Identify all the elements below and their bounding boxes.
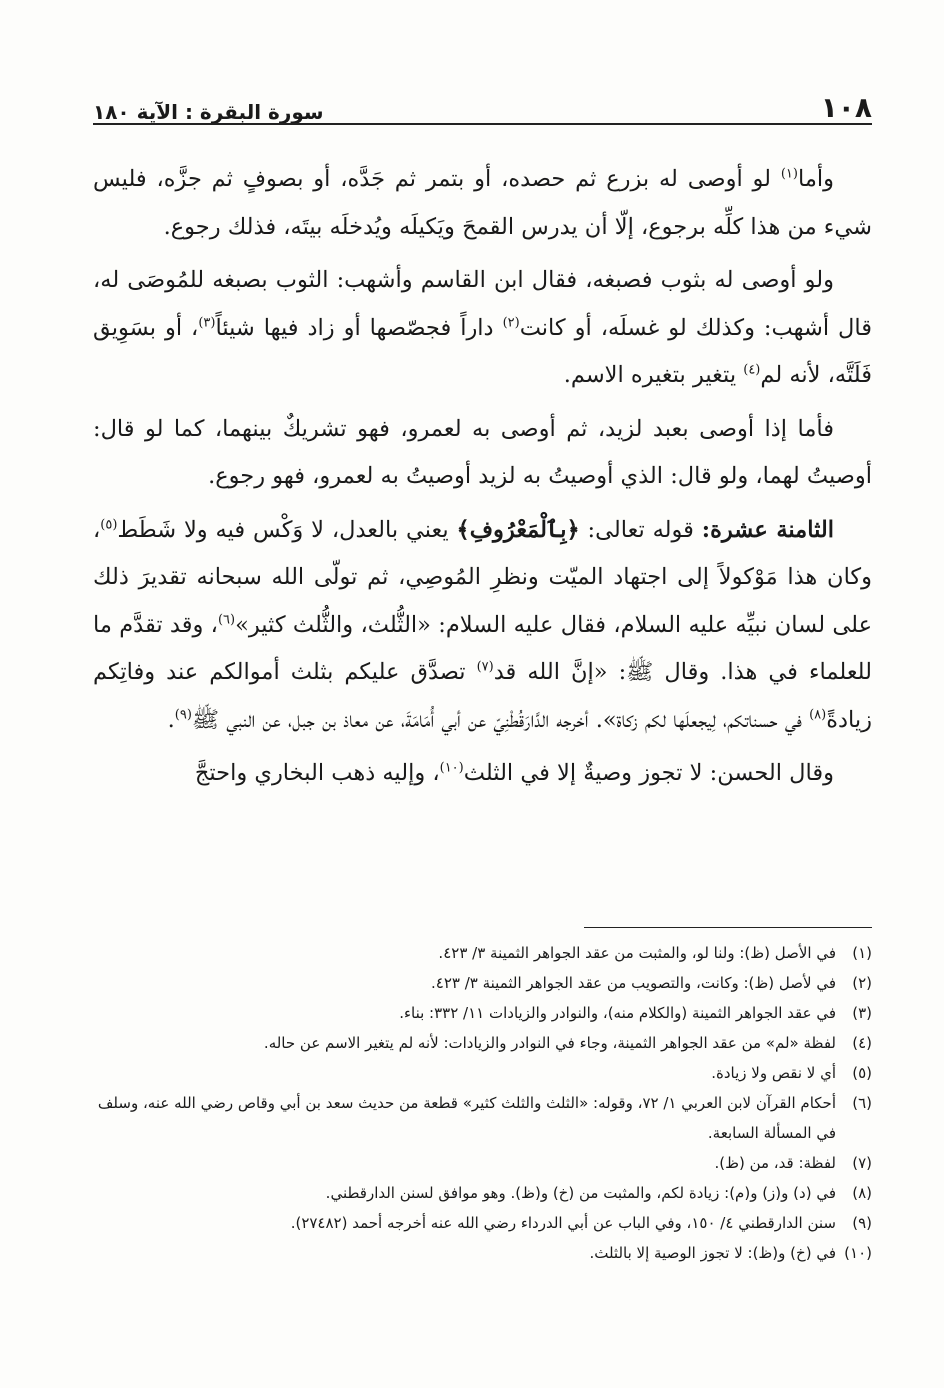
footnote-text: أي لا نقص ولا زيادة.	[711, 1064, 836, 1082]
footnote-ref: (٨)	[809, 707, 827, 722]
footnote-ref: (١)	[780, 166, 798, 182]
quran-quote: ﴿بِٱلْمَعْرُوفِ﴾	[456, 516, 580, 543]
footnote-ref: (٥)	[100, 517, 118, 532]
footnote-ref: (٣)	[198, 315, 216, 330]
footnote-number: (٤)	[852, 1034, 872, 1052]
footnote-number: (٨)	[852, 1184, 872, 1202]
footnote-number: (٥)	[852, 1064, 872, 1082]
footnote-item	[93, 1058, 872, 1088]
header-divider	[93, 123, 872, 125]
footnote-text: في الأصل (ظ): ولنا لو، والمثبت من عقد الجواهر الثمينة ٣/ ٤٢٣.	[438, 944, 836, 962]
footnote-number: (١)	[852, 944, 872, 962]
footnote-item	[93, 998, 872, 1028]
running-head: سورة البقرة : الآية ١٨٠	[93, 100, 324, 124]
footnote-ref: (٩)	[174, 707, 192, 722]
footnote-text: لفظة «لم» من عقد الجواهر الثمينة، وجاء في النوادر والزيادات: لأنه لم يتغير الاسم عن حاله.	[263, 1034, 836, 1052]
footnote-text: في (د) و(ز) و(م): زيادة لكم، والمثبت من (خ) و(ظ). وهو موافق لسنن الدارقطني.	[325, 1184, 836, 1202]
footnote-item	[93, 1238, 872, 1268]
footnote-number: (٩)	[852, 1214, 872, 1232]
footnote-number: (٦)	[852, 1094, 872, 1112]
footnote-item	[93, 968, 872, 998]
footnote-number: (٣)	[852, 1004, 872, 1022]
footnote-item	[93, 1028, 872, 1058]
footnote-ref: (٢)	[502, 315, 520, 330]
footnote-text: في (خ) و(ظ): لا تجوز الوصية إلا بالثلث.	[589, 1244, 836, 1262]
paragraph-4: الثامنة عشرة: قوله تعالى: ﴿بِٱلْمَعْرُوفِ﴾ يعني بالعدل، لا وَكْس فيه ولا شَطَط$^{(٥)}$، وكان هذا مَوْكولاً إلى اجتهاد الميّت ونظرِ المُوصِي، ثم تولّى الله سبحانه تقديرَ ذلك على لسان نبيِّه عليه السلام، فقال عليه السلام: «الثُّلث، والثُّلث كثير»$^{(٦)}$، وقد تقدَّم ما للعلماء في هذا. وقال ﷺ: «إنَّ الله قد$^{(٧)}$ تصدَّق عليكم بثلث أموالكم عند وفاتِكم زيادةً$^{(٨)}$ في حسناتكم، لِيجعلَها لكم زكاة». أخرجه الدَّارَقُطْنِيّ عن أبي أُمَامَةَ، عن معاذ بن جبل، عن النبي ﷺ$^{(٩)}$.	[93, 516, 872, 733]
footnote-number: (٧)	[852, 1154, 872, 1172]
paragraph-1: وأما$^{(١)}$ لو أوصى له بزرع ثم حصده، أو بتمر ثم جَدَّه، أو بصوفٍ ثم جزَّه، فليس شيء من هذا كلِّه برجوع، إلّا أن يدرس القمحَ ويَكيلَه ويُدخلَه بيتَه، فذلك رجوع.	[93, 166, 872, 240]
footnote-number: (١٠)	[844, 1244, 872, 1262]
paragraph-2: ولو أوصى له بثوب فصبغه، فقال ابن القاسم وأشهب: الثوب بصبغه للمُوصَى له، قال أشهب: وكذلك لو غسلَه، أو كانت$^{(٢)}$ داراً فجصّصها أو زاد فيها شيئاً$^{(٣)}$، أو بسَوِيق فَلَتَّه، لأنه لم$^{(٤)}$ يتغير بتغيره الاسم.	[93, 267, 873, 388]
paragraph-5: وقال الحسن: لا تجوز وصيةٌ إلا في الثلث$^{(١٠)}$، وإليه ذهب البخاري واحتجَّ	[194, 760, 834, 786]
footnote-divider	[584, 927, 872, 928]
footnote-item	[93, 938, 872, 968]
footnote-item	[93, 1178, 872, 1208]
footnote-item	[93, 1208, 872, 1238]
footnotes	[93, 938, 872, 1268]
footnote-ref: (٧)	[476, 659, 494, 675]
footnote-text: في عقد الجواهر الثمينة (والكلام منه)، والنوادر والزيادات ١١/ ٣٣٢: بناء.	[399, 1004, 836, 1022]
page-number: ١٠٨	[820, 91, 872, 124]
footnote-text: أحكام القرآن لابن العربي ١/ ٧٢، وقوله: «الثلث والثلث كثير» قطعة من حديث سعد بن أبي وقاص رضي الله عنه، وسلف في المسألة السابعة.	[97, 1094, 836, 1142]
footnote-ref: (١٠)	[439, 760, 464, 776]
footnote-ref: (٤)	[743, 362, 761, 378]
issue-heading: الثامنة عشرة:	[701, 516, 834, 543]
footnote-text: لفظة: قد، من (ظ).	[714, 1154, 836, 1172]
footnote-text: سنن الدارقطني ٤/ ١٥٠، وفي الباب عن أبي الدرداء رضي الله عنه أخرجه أحمد (٢٧٤٨٢).	[290, 1214, 836, 1232]
main-text	[93, 156, 872, 804]
footnote-ref: (٦)	[217, 612, 236, 627]
footnote-number: (٢)	[852, 974, 872, 992]
footnote-text: في لأصل (ظ): وكانت، والتصويب من عقد الجواهر الثمينة ٣/ ٤٢٣.	[431, 974, 836, 992]
page-header	[93, 82, 872, 122]
footnote-item	[93, 1148, 872, 1178]
footnote-item	[93, 1088, 872, 1148]
paragraph-3: فأما إذا أوصى بعبد لزيد، ثم أوصى به لعمرو، فهو تشريكٌ بينهما، كما لو قال: أوصيتُ لهما، ولو قال: الذي أوصيتُ به لزيد أوصيتُ به لعمرو، فهو رجوع.	[93, 415, 872, 489]
